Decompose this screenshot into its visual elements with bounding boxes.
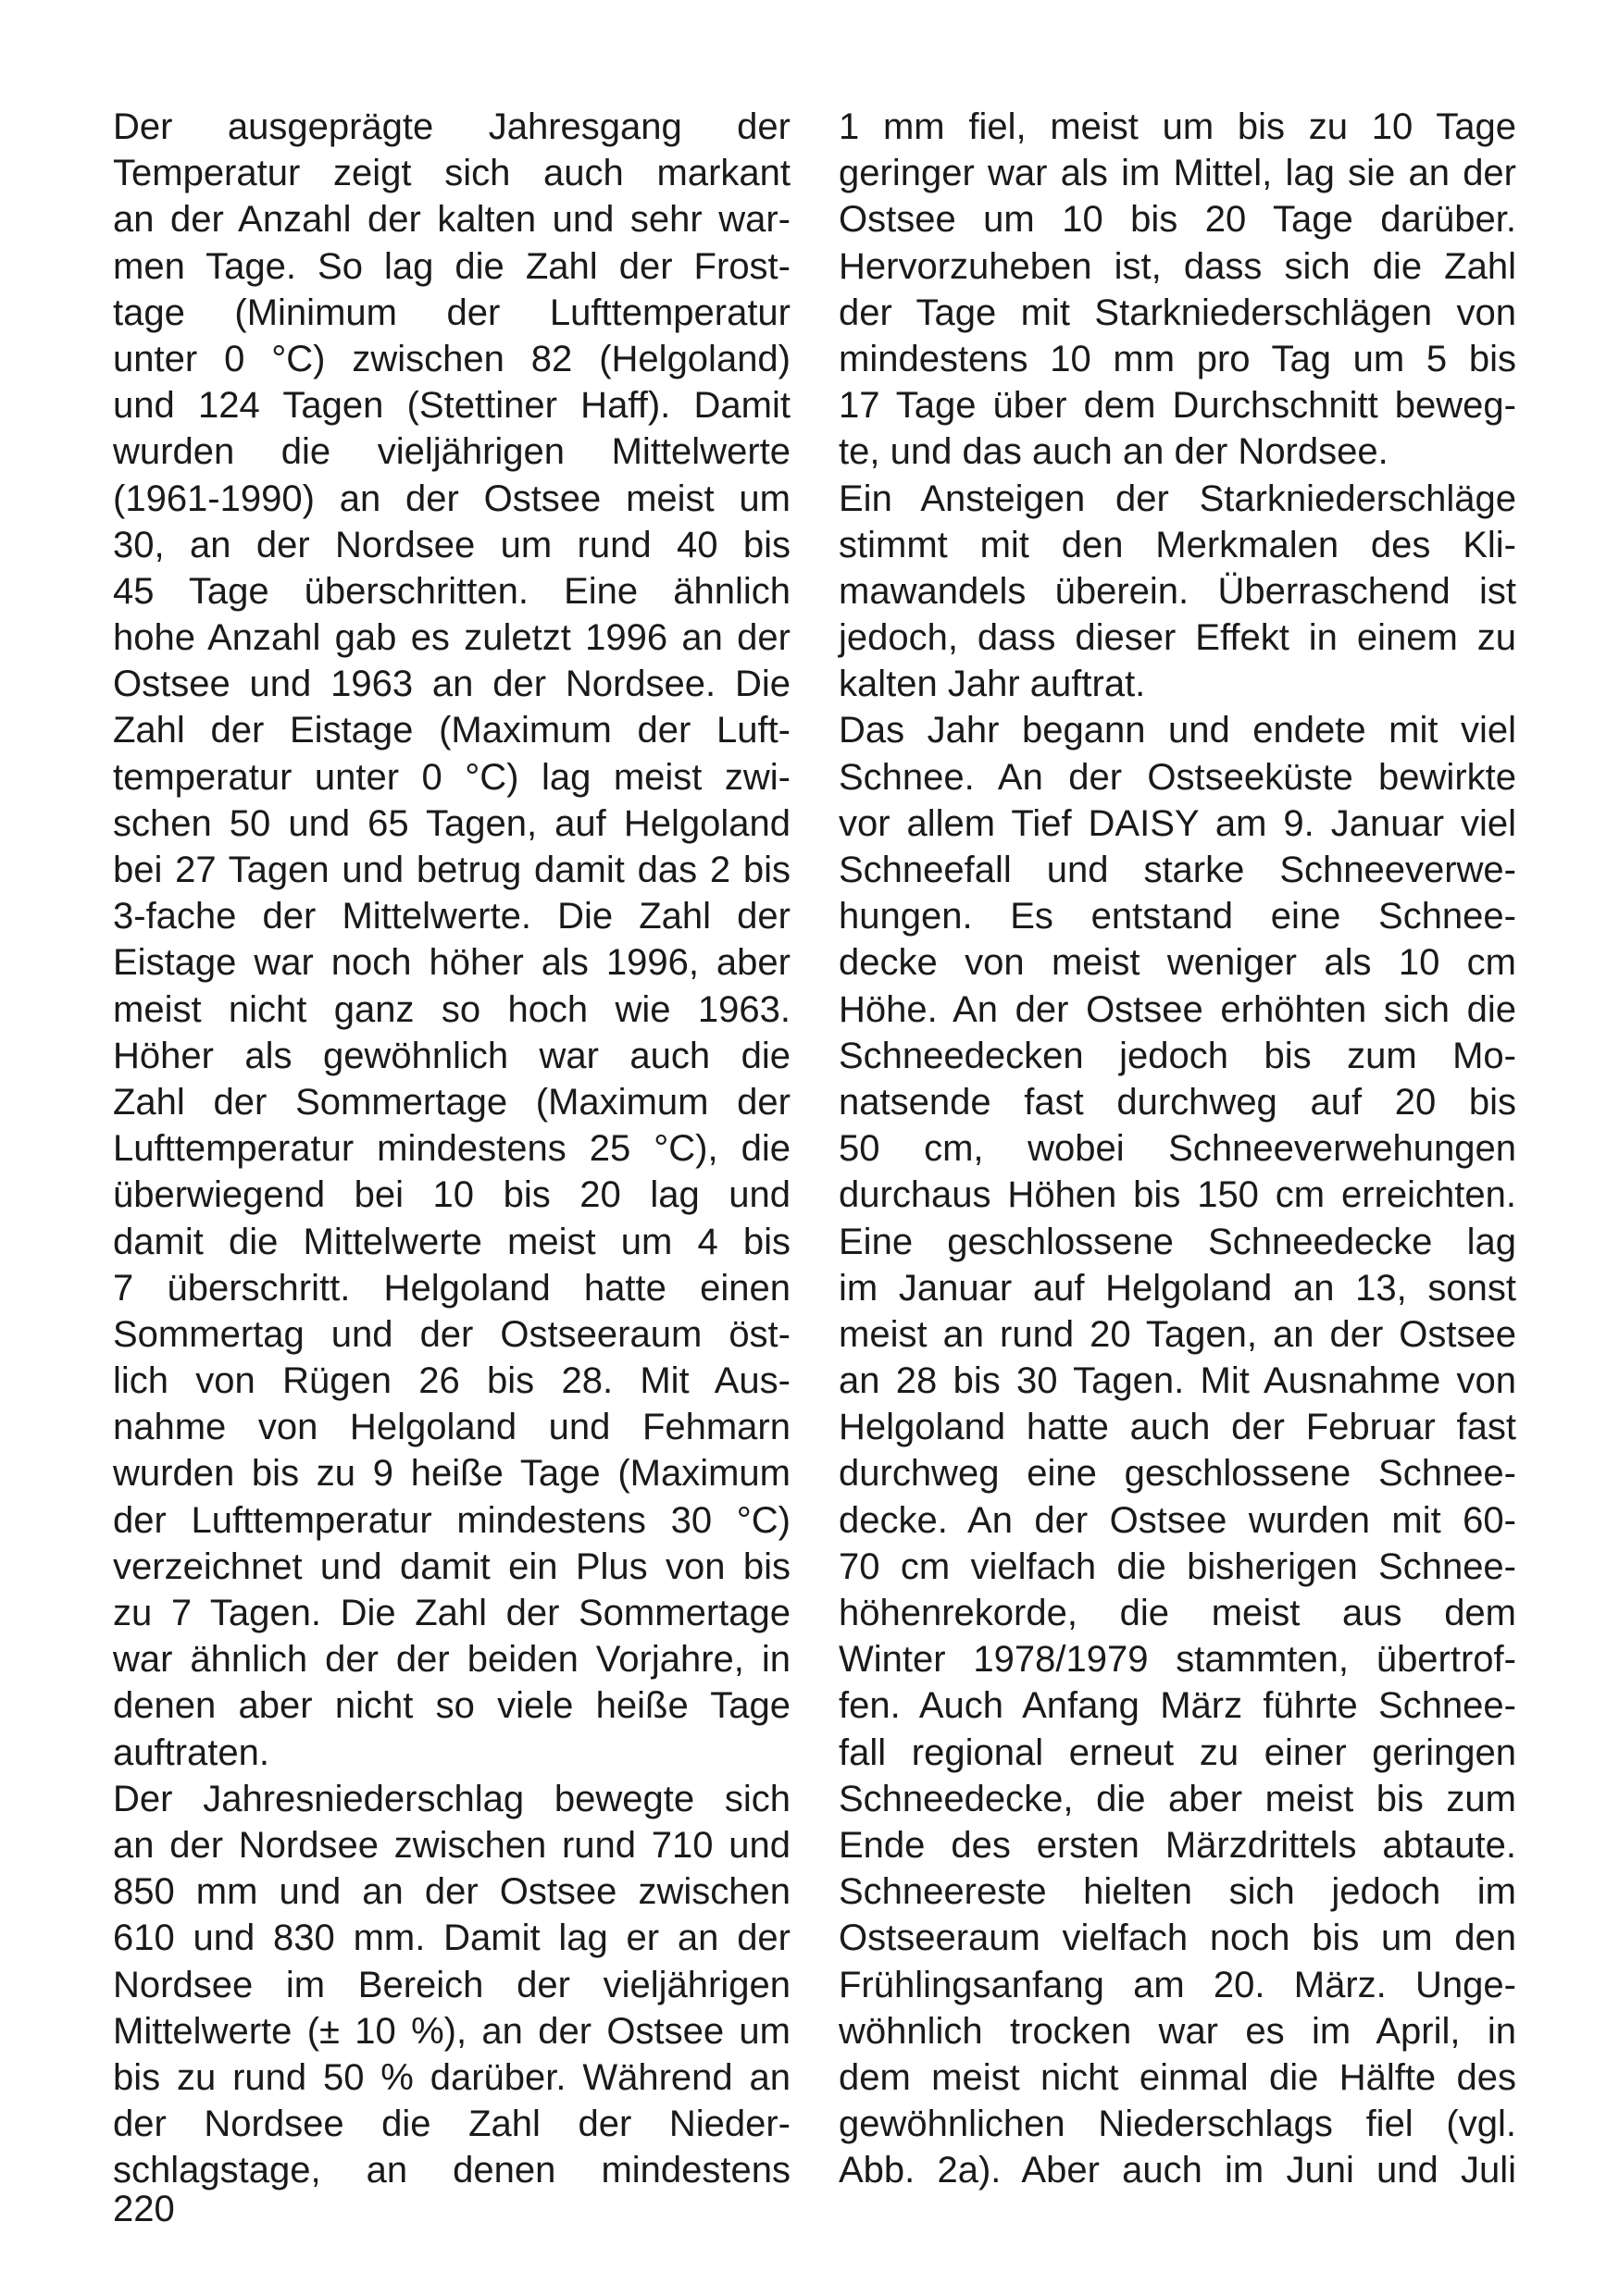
text-line: wurden bis zu 9 heiße Tage (Maximum bbox=[113, 1453, 791, 1495]
paragraph bbox=[839, 476, 1516, 708]
text-line: jedoch, dass dieser Effekt in einem zu bbox=[839, 617, 1516, 659]
text-line: denen aber nicht so viele heiße Tage bbox=[113, 1685, 791, 1727]
text-line: Höher als gewöhnlich war auch die bbox=[113, 1035, 791, 1076]
text-line: 7 überschritt. Helgoland hatte einen bbox=[113, 1267, 791, 1309]
text-line: war ähnlich der der beiden Vorjahre, in bbox=[113, 1639, 791, 1681]
text-line: Lufttemperatur mindestens 25 °C), die bbox=[113, 1128, 791, 1170]
text-line: schlagstage, an denen mindestens bbox=[113, 2150, 791, 2191]
text-line: wöhnlich trocken war es im April, in bbox=[839, 2010, 1516, 2052]
text-line: Der ausgeprägte Jahresgang der bbox=[113, 106, 791, 147]
right-text-column bbox=[839, 104, 1516, 2193]
text-line: meist an rund 20 Tagen, an der Ostsee bbox=[839, 1313, 1516, 1355]
text-line: Eine geschlossene Schneedecke lag bbox=[839, 1221, 1516, 1262]
text-line: 610 und 830 mm. Damit lag er an der bbox=[113, 1917, 791, 1959]
text-line: mawandels überein. Überraschend ist bbox=[839, 570, 1516, 612]
text-line: dem meist nicht einmal die Hälfte des bbox=[839, 2056, 1516, 2098]
text-line: decke von meist weniger als 10 cm bbox=[839, 942, 1516, 984]
text-line: Abb. 2a). Aber auch im Juni und Juli bbox=[839, 2150, 1516, 2191]
text-line: im Januar auf Helgoland an 13, sonst bbox=[839, 1267, 1516, 1309]
text-line: überwiegend bei 10 bis 20 lag und bbox=[113, 1174, 791, 1216]
text-line: Das Jahr begann und endete mit viel bbox=[839, 710, 1516, 751]
left-text-column bbox=[113, 104, 791, 2193]
text-line: tage (Minimum der Lufttemperatur bbox=[113, 292, 791, 333]
text-line: Höhe. An der Ostsee erhöhten sich die bbox=[839, 988, 1516, 1030]
text-line: Schneedecken jedoch bis zum Mo- bbox=[839, 1035, 1516, 1076]
text-line: Schnee. An der Ostseeküste bewirkte bbox=[839, 756, 1516, 798]
text-line: 3-fache der Mittelwerte. Die Zahl der bbox=[113, 896, 791, 937]
text-line: 17 Tage über dem Durchschnitt beweg- bbox=[839, 385, 1516, 427]
text-line: der Tage mit Starkniederschlägen von bbox=[839, 292, 1516, 333]
text-line: natsende fast durchweg auf 20 bis bbox=[839, 1081, 1516, 1123]
text-line: damit die Mittelwerte meist um 4 bis bbox=[113, 1221, 791, 1262]
text-line: hohe Anzahl gab es zuletzt 1996 an der bbox=[113, 617, 791, 659]
text-line: bis zu rund 50 % darüber. Während an bbox=[113, 2056, 791, 2098]
paragraph bbox=[839, 104, 1516, 476]
text-line: temperatur unter 0 °C) lag meist zwi- bbox=[113, 756, 791, 798]
text-line: unter 0 °C) zwischen 82 (Helgoland) bbox=[113, 338, 791, 379]
text-line: fall regional erneut zu einer geringen bbox=[839, 1731, 1516, 1773]
text-line: der Lufttemperatur mindestens 30 °C) bbox=[113, 1499, 791, 1541]
text-line: Schneereste hielten sich jedoch im bbox=[839, 1871, 1516, 1913]
text-line: men Tage. So lag die Zahl der Frost- bbox=[113, 245, 791, 287]
text-line: Winter 1978/1979 stammten, übertrof- bbox=[839, 1639, 1516, 1681]
text-line: Ostsee und 1963 an der Nordsee. Die bbox=[113, 664, 791, 705]
text-line: meist nicht ganz so hoch wie 1963. bbox=[113, 988, 791, 1030]
page-number: 220 bbox=[113, 2189, 175, 2229]
text-line: an 28 bis 30 Tagen. Mit Ausnahme von bbox=[839, 1360, 1516, 1402]
text-line: verzeichnet und damit ein Plus von bis bbox=[113, 1545, 791, 1587]
text-line: Ende des ersten Märzdrittels abtaute. bbox=[839, 1824, 1516, 1866]
text-line: Nordsee im Bereich der vieljährigen bbox=[113, 1964, 791, 2005]
text-line: mindestens 10 mm pro Tag um 5 bis bbox=[839, 338, 1516, 379]
text-line: hungen. Es entstand eine Schnee- bbox=[839, 896, 1516, 937]
text-line: höhenrekorde, die meist aus dem bbox=[839, 1593, 1516, 1633]
text-line: Zahl der Sommertage (Maximum der bbox=[113, 1081, 791, 1123]
text-line: 70 cm vielfach die bisherigen Schnee- bbox=[839, 1545, 1516, 1587]
text-line: te, und das auch an der Nordsee. bbox=[839, 431, 1389, 473]
text-line: Zahl der Eistage (Maximum der Luft- bbox=[113, 710, 791, 751]
text-line: wurden die vieljährigen Mittelwerte bbox=[113, 431, 791, 473]
text-line: vor allem Tief DAISY am 9. Januar viel bbox=[839, 802, 1516, 844]
text-line: Temperatur zeigt sich auch markant bbox=[113, 153, 791, 194]
text-line: Schneedecke, die aber meist bis zum bbox=[839, 1778, 1516, 1819]
text-line: (1961-1990) an der Ostsee meist um bbox=[113, 478, 791, 519]
text-line: Mittelwerte (± 10 %), an der Ostsee um bbox=[113, 2010, 791, 2052]
text-line: an der Nordsee zwischen rund 710 und bbox=[113, 1824, 791, 1866]
text-line: Ein Ansteigen der Starkniederschläge bbox=[839, 478, 1516, 519]
text-line: und 124 Tagen (Stettiner Haff). Damit bbox=[113, 385, 791, 427]
text-line: 45 Tage überschritten. Eine ähnlich bbox=[113, 570, 791, 612]
text-line: Ostseeraum vielfach noch bis um den bbox=[839, 1917, 1516, 1959]
text-line: Frühlingsanfang am 20. März. Unge- bbox=[839, 1964, 1516, 2005]
text-line: durchaus Höhen bis 150 cm erreichten. bbox=[839, 1174, 1516, 1216]
text-line: auftraten. bbox=[113, 1731, 270, 1773]
text-line: geringer war als im Mittel, lag sie an der bbox=[839, 153, 1516, 194]
text-line: 1 mm fiel, meist um bis zu 10 Tage bbox=[839, 106, 1516, 147]
text-line: 30, an der Nordsee um rund 40 bis bbox=[113, 524, 791, 565]
text-line: Eistage war noch höher als 1996, aber bbox=[113, 942, 791, 984]
text-line: zu 7 Tagen. Die Zahl der Sommertage bbox=[113, 1593, 791, 1633]
text-line: bei 27 Tagen und betrug damit das 2 bis bbox=[113, 850, 791, 890]
text-line: an der Anzahl der kalten und sehr war- bbox=[113, 199, 791, 241]
text-line: gewöhnlichen Niederschlags fiel (vgl. bbox=[839, 2104, 1516, 2145]
text-line: Hervorzuheben ist, dass sich die Zahl bbox=[839, 245, 1516, 287]
text-line: Der Jahresniederschlag bewegte sich bbox=[113, 1778, 791, 1819]
text-line: Sommertag und der Ostseeraum öst- bbox=[113, 1313, 791, 1355]
text-line: kalten Jahr auftrat. bbox=[839, 664, 1146, 705]
text-line: 50 cm, wobei Schneeverwehungen bbox=[839, 1128, 1516, 1170]
text-line: der Nordsee die Zahl der Nieder- bbox=[113, 2104, 791, 2145]
text-line: Schneefall und starke Schneeverwe- bbox=[839, 850, 1516, 890]
text-line: Helgoland hatte auch der Februar fast bbox=[839, 1407, 1516, 1448]
text-line: Ostsee um 10 bis 20 Tage darüber. bbox=[839, 199, 1516, 241]
text-line: 850 mm und an der Ostsee zwischen bbox=[113, 1871, 791, 1913]
paragraph bbox=[113, 1776, 791, 2194]
text-line: nahme von Helgoland und Fehmarn bbox=[113, 1407, 791, 1448]
text-line: fen. Auch Anfang März führte Schnee- bbox=[839, 1685, 1516, 1727]
text-line: lich von Rügen 26 bis 28. Mit Aus- bbox=[113, 1360, 791, 1402]
paragraph bbox=[113, 104, 791, 1776]
paragraph bbox=[839, 707, 1516, 2193]
text-line: durchweg eine geschlossene Schnee- bbox=[839, 1453, 1516, 1495]
text-line: decke. An der Ostsee wurden mit 60- bbox=[839, 1499, 1516, 1541]
text-line: stimmt mit den Merkmalen des Kli- bbox=[839, 524, 1516, 565]
text-line: schen 50 und 65 Tagen, auf Helgoland bbox=[113, 802, 791, 844]
